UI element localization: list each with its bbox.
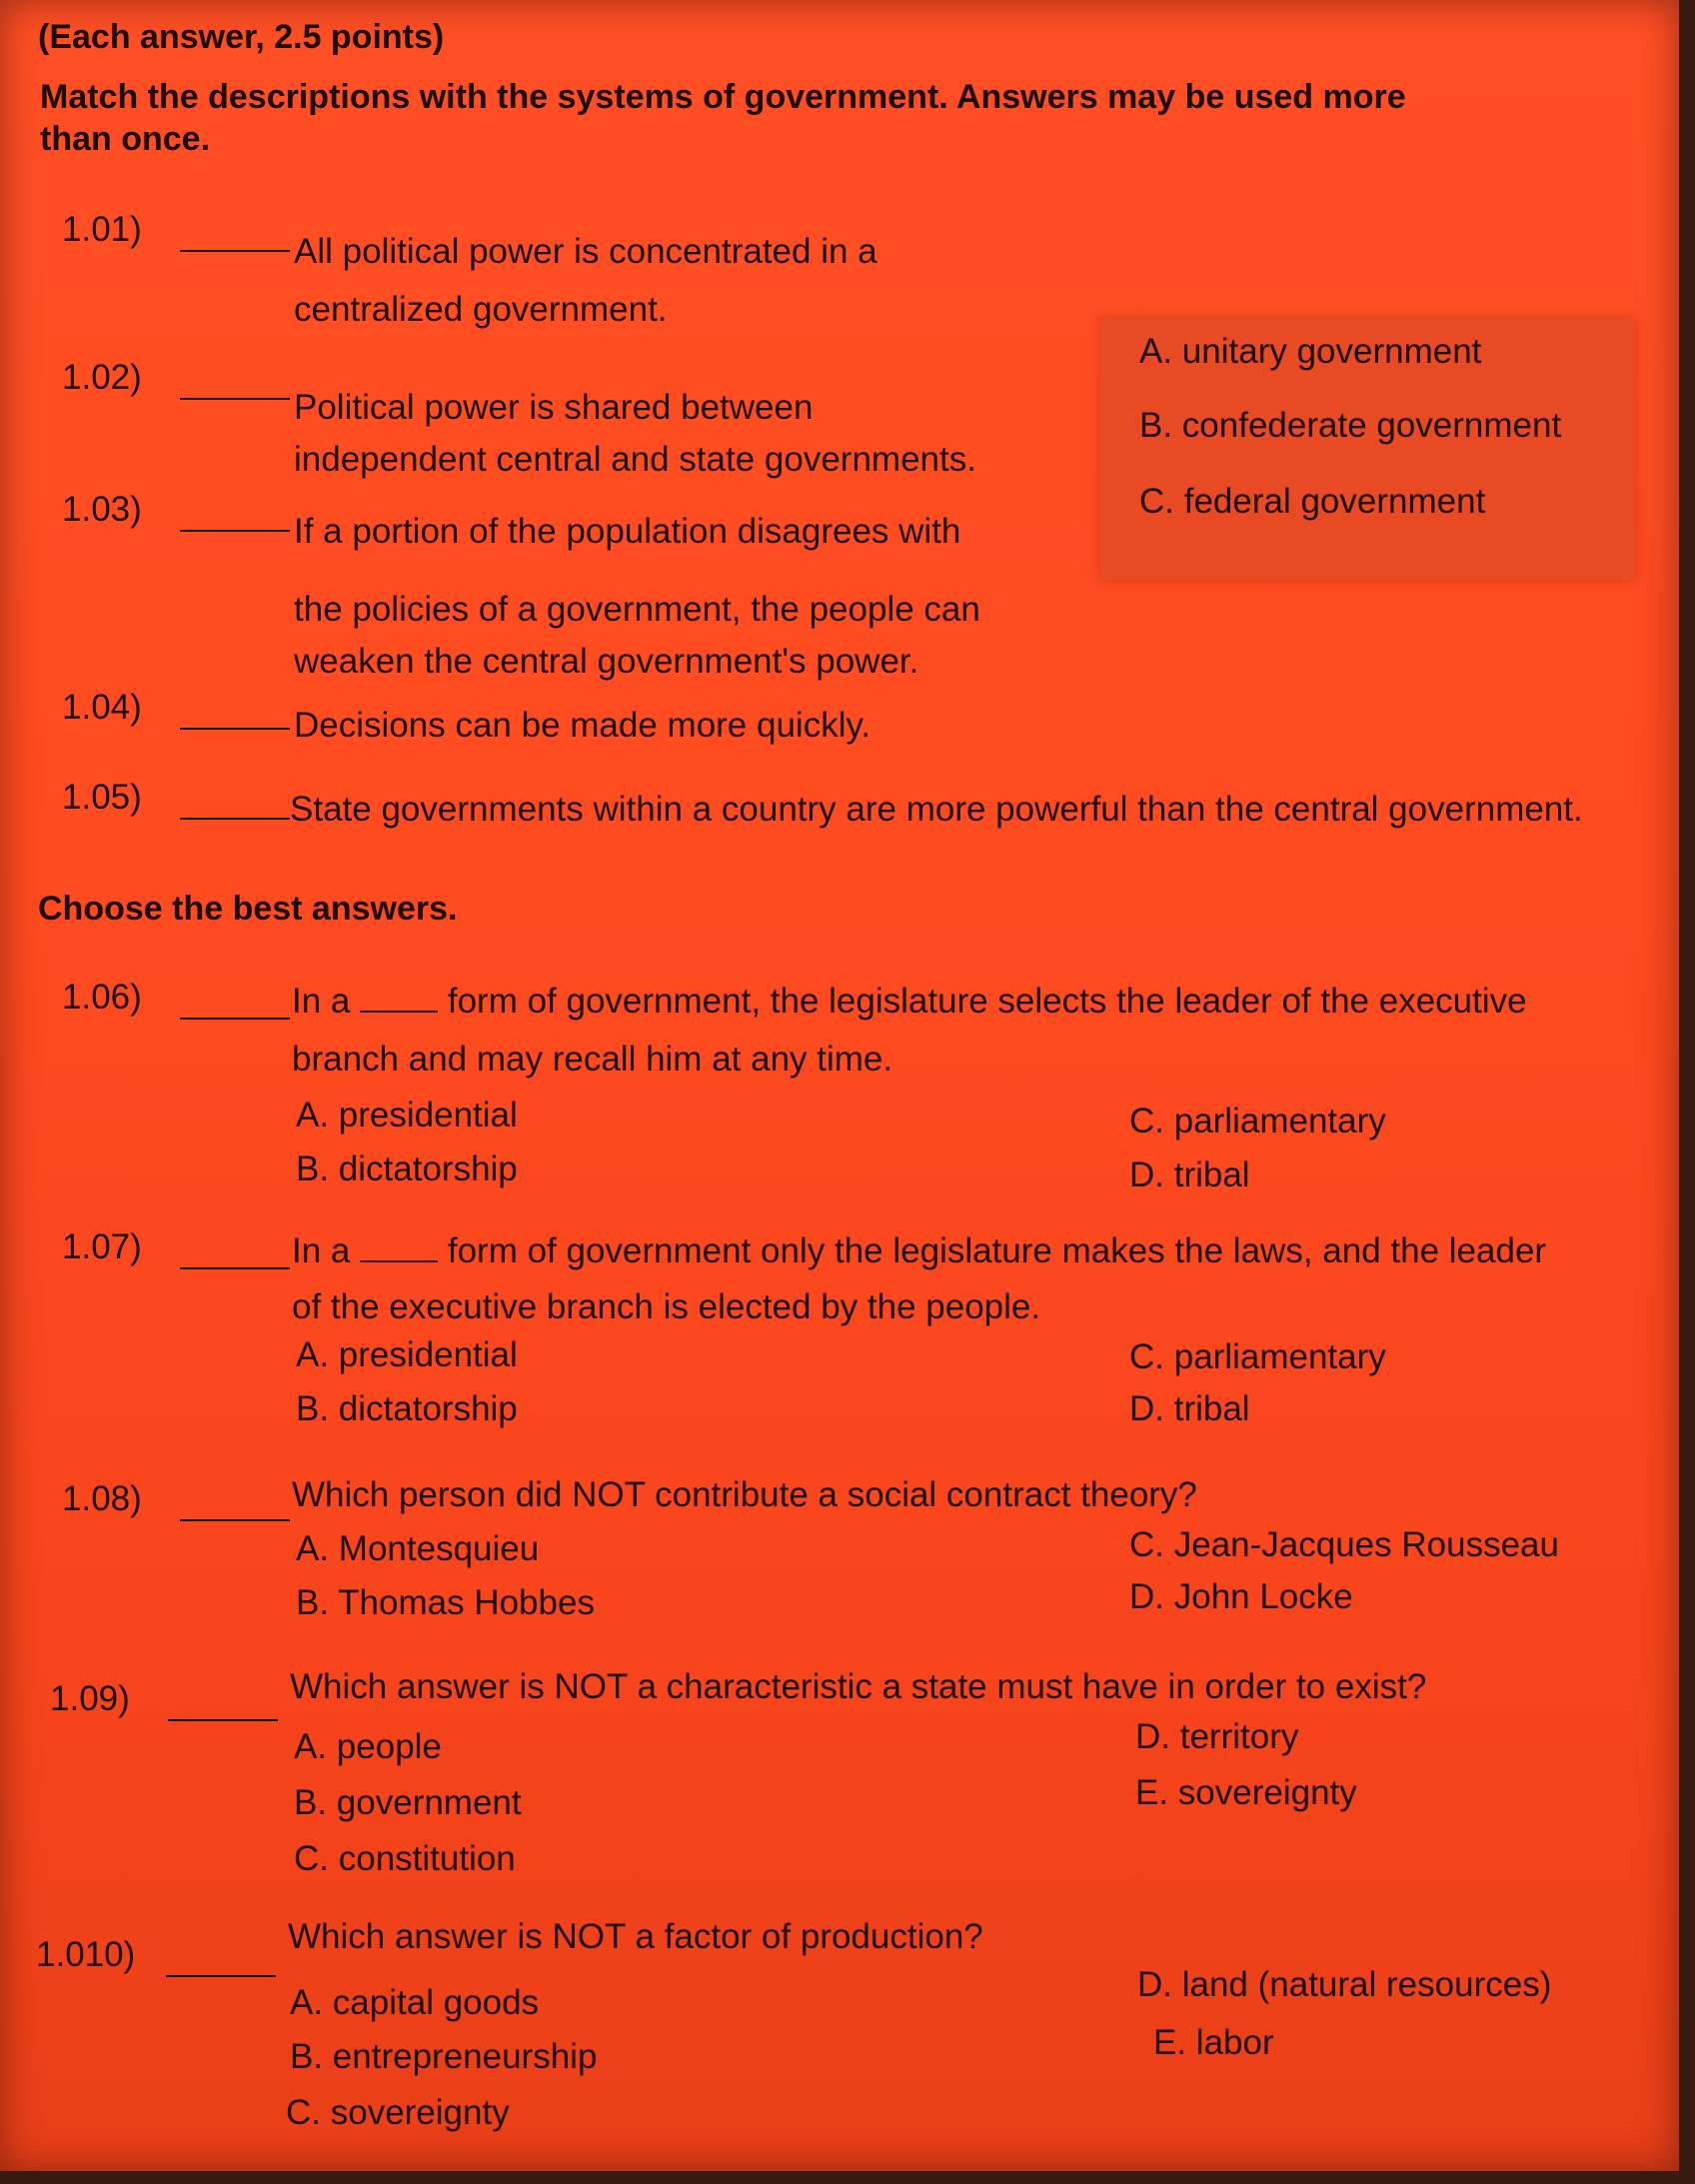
option-c: C. constitution [294,1839,516,1878]
answer-blank[interactable] [180,990,290,1020]
question-number: 1.05) [62,778,142,817]
question-text-line: centralized government. [294,290,668,329]
stem-suffix: form of government only the legislature makes the laws, and the leader [447,1231,1547,1270]
inline-blank [360,985,438,1013]
option-e: E. labor [1153,2023,1274,2062]
option-b: B. entrepreneurship [290,2037,598,2076]
choice-a: A. unitary government [1139,332,1482,371]
stem-prefix: In a [292,982,351,1021]
option-d: D. land (natural resources) [1137,1965,1552,2004]
answer-blank[interactable] [166,1947,276,1977]
option-a: A. people [294,1727,442,1766]
option-c: C. parliamentary [1129,1101,1386,1140]
choice-b: B. confederate government [1139,406,1562,445]
question-number: 1.09) [50,1679,130,1718]
answer-choices-box [1099,318,1635,580]
question-number: 1.07) [62,1227,142,1266]
option-b: B. Thomas Hobbes [296,1583,595,1622]
question-text-line: the policies of a government, the people can [294,590,980,629]
points-note: (Each answer, 2.5 points) [38,18,445,56]
question-stem: Which answer is NOT a characteristic a state must have in order to exist? [290,1667,1427,1706]
answer-blank[interactable] [180,1491,290,1521]
question-text-line: Decisions can be made more quickly. [294,706,871,745]
question-stem [292,982,1527,1022]
option-d: D. John Locke [1129,1577,1353,1616]
option-a: A. presidential [296,1335,518,1374]
option-b: B. government [294,1783,522,1822]
question-number: 1.02) [62,358,142,397]
option-a: A. capital goods [290,1983,540,2022]
instructions-line-1: Match the descriptions with the systems of government. Answers may be used more [40,78,1406,116]
question-number: 1.08) [62,1479,142,1518]
option-d: D. territory [1135,1717,1299,1756]
question-number: 1.01) [62,210,142,249]
option-c: C. parliamentary [1129,1337,1386,1376]
inline-blank [360,1234,438,1262]
option-a: A. presidential [296,1095,518,1134]
stem-prefix: In a [292,1231,351,1270]
option-d: D. tribal [1129,1389,1250,1428]
question-text-line: independent central and state governments. [294,440,976,479]
question-number: 1.010) [36,1935,136,1974]
question-stem: Which answer is NOT a factor of production? [288,1917,983,1956]
question-number: 1.06) [62,978,142,1017]
stem-suffix: form of government, the legislature selects the leader of the executive [447,982,1527,1021]
answer-blank[interactable] [180,700,290,730]
question-stem: Which person did NOT contribute a social contract theory? [292,1475,1197,1514]
question-number: 1.04) [62,688,142,727]
section-heading: Choose the best answers. [38,890,458,928]
question-text-line: All political power is concentrated in a [294,232,877,271]
question-text-line: If a portion of the population disagrees with [294,512,961,551]
question-stem-line-2: branch and may recall him at any time. [292,1040,893,1079]
option-a: A. Montesquieu [296,1529,540,1568]
answer-blank[interactable] [180,222,290,252]
option-c: C. Jean-Jacques Rousseau [1129,1525,1559,1564]
option-e: E. sovereignty [1135,1773,1357,1812]
answer-blank[interactable] [180,502,290,532]
question-text-line: weaken the central government's power. [294,642,919,681]
instructions-line-2: than once. [40,120,211,158]
option-b: B. dictatorship [296,1389,518,1428]
option-c: C. sovereignty [286,2093,510,2132]
option-d: D. tribal [1129,1155,1250,1194]
choice-c: C. federal government [1139,482,1486,521]
question-text-line: Political power is shared between [294,388,814,427]
question-number: 1.03) [62,490,142,529]
answer-blank[interactable] [180,370,290,400]
option-b: B. dictatorship [296,1149,518,1188]
answer-blank[interactable] [180,1239,290,1269]
answer-blank[interactable] [168,1691,278,1721]
answer-blank[interactable] [180,790,290,820]
question-text-line: State governments within a country are more powerful than the central government. [290,790,1583,829]
question-stem-line-2: of the executive branch is elected by the people. [292,1287,1041,1326]
question-stem [292,1231,1546,1271]
